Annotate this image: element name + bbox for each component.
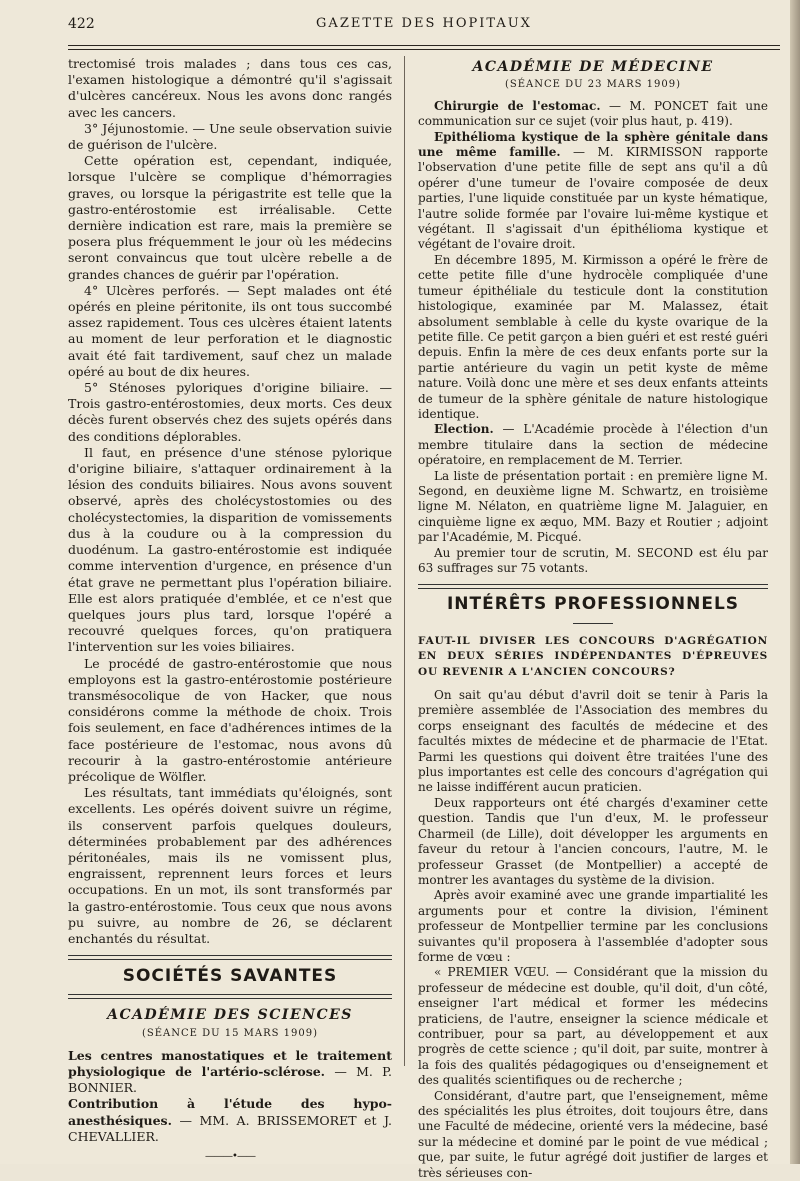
- paragraph: Considérant, d'autre part, que l'enseignement, même des spécialités les plus étroites, doit toujours être, dans une Faculté de médecine, orienté vers la médecine, basé sur la médecine et dominé par le point de vue médical ; que, par suite, le futur agrégé doit justifier de larges et très sérieuses con-: [418, 1088, 768, 1180]
- section-rule: [68, 994, 392, 999]
- paragraph: Le procédé de gastro-entérostomie que nous employons est la gastro-entérostomie postérieure transmésocolique de von Hacker, que nous considérons comme la méthode de choix. Trois fois seulement, en face d'adhérences intimes de la face postérieure de l'estomac, nous avons dû recourir à la gastro-entérostomie antérieure précolique de Wölfler.: [68, 655, 392, 784]
- entry: [68, 1096, 392, 1145]
- header-rule-double: [68, 49, 780, 50]
- paragraph: trectomisé trois malades ; dans tous ces cas, l'examen histologique a démontré qu'il s'agissait d'ulcères cancéreux. Nous les avons donc rangés avec les cancers.: [68, 56, 392, 120]
- entry: [418, 422, 768, 468]
- entry-title: Epithélioma kystique de la sphère génitale dans une même famille.: [418, 129, 768, 160]
- academy-medecine-title: ACADÉMIE DE MÉDECINE: [472, 59, 714, 75]
- entry-text: — L'Académie procède à l'élection d'un membre titulaire dans la section de médecine opératoire, en remplacement de M. Terrier.: [418, 422, 768, 468]
- paragraph: Après avoir examiné avec une grande impartialité les arguments pour et contre la division, l'éminent professeur de Montpellier termine par les conclusions suivantes qu'il proposera à l'assemblée d'adopter sous forme de vœu :: [418, 888, 768, 964]
- entry: [418, 99, 768, 130]
- paragraph: En décembre 1895, M. Kirmisson a opéré le frère de cette petite fille d'une hydrocèle compliquée d'une tumeur épithéliale du testicule dont la constitution histologique, examinée par M. Malassez, était absolument semblable à celle du kyste ovarique de la petite fille. Ce petit garçon a bien guéri et est resté guéri depuis. Enfin la mère de ces deux enfants porte sur la partie antérieure du vagin un petit kyste de même nature. Voilà donc une mère et ses deux enfants atteints de tumeur de la sphère génitale de nature histologique identique.: [418, 252, 768, 421]
- entry-title: Election.: [434, 422, 494, 437]
- question-heading: FAUT-IL DIVISER LES CONCOURS D'AGRÉGATION EN DEUX SÉRIES INDÉPENDANTES D'ÉPREUVES OU REVENIR A L'ANCIEN CONCOURS?: [418, 634, 768, 678]
- entry-text: — M. PONCET fait une communication sur ce sujet (voir plus haut, p. 419).: [418, 98, 768, 129]
- column-separator: [404, 56, 405, 1066]
- paragraph: Il faut, en présence d'une sténose pylorique d'origine biliaire, s'attaquer ordinairement à la lésion des conduits biliaires. Nous avons souvent observé, après des cholécystostomies ou des cholécystectomies, la disparition de vomissements dus à la coudure ou à la compression du duodénum. La gastro-entérostomie est indiquée comme intervention d'urgence, en présence d'un état grave ne permettant plus l'opération biliaire. Elle est alors pratiquée d'emblée, et ce n'est que quelques jours plus tard, lorsque l'opéré a recouvré quelques forces, qu'on pratiquera l'intervention sur les voies biliaires.: [68, 444, 392, 655]
- paragraph: On sait qu'au début d'avril doit se tenir à Paris la première assemblée de l'Association des membres du corps enseignant des facultés de médecine et des facultés mixtes de médecine et de pharmacie de l'Etat. Parmi les questions qui doivent être traitées l'une des plus importantes est celle des concours d'agrégation qui ne laisse indifférent aucun praticien.: [418, 688, 768, 795]
- section-rule: [68, 955, 392, 960]
- short-rule: [573, 623, 613, 624]
- session-date: (SÉANCE DU 23 MARS 1909): [504, 79, 682, 91]
- paragraph: 5° Sténoses pyloriques d'origine biliaire. — Trois gastro-entérostomies, deux morts. Ces deux décès furent observés chez des sujets opérés dans des conditions déplorables.: [68, 380, 392, 444]
- paragraph: Au premier tour de scrutin, M. SECOND est élu par 63 suffrages sur 75 votants.: [418, 545, 768, 575]
- paragraph: Deux rapporteurs ont été chargés d'examiner cette question. Tandis que l'un d'eux, M. le professeur Charmeil (de Lille), doit développer les arguments en faveur du retour à l'ancien concours, l'autre, M. le professeur Grasset (de Montpellier) a accepté de montrer les avantages du système de la division.: [418, 795, 768, 887]
- journal-title: GAZETTE DES HOPITAUX: [316, 16, 532, 31]
- paragraph: La liste de présentation portait : en première ligne M. Segond, en deuxième ligne M. Schwartz, en troisième ligne M. Nélaton, en quatrième ligne M. Jalaguier, en cinquième ligne ex æquo, MM. Bazy et Routier ; adjoint par l'Académie, M. Picqué.: [418, 468, 768, 545]
- societies-title: SOCIÉTÉS SAVANTES: [122, 966, 338, 987]
- paragraph: Les résultats, tant immédiats qu'éloignés, sont excellents. Les opérés doivent suivre un régime, ils conservent parfois quelques douleurs, déterminées probablement par des adhérences péritonéales, mais ils ne vomissent plus, engraissent, reprennent leurs forces et leurs occupations. En un mot, ils sont transformés par la gastro-entérostomie. Tous ceux que nous avons pu suivre, au nombre de 26, se déclarent enchantés du résultat.: [68, 785, 392, 946]
- page-number: 422: [68, 16, 95, 32]
- entry-author: — MM. A. BRISSEMORET et J. CHEVALLIER.: [68, 1112, 392, 1144]
- left-column: [68, 56, 392, 1169]
- paragraph: « PREMIER VŒU. — Considérant que la mission du professeur de médecine est double, qu'il doit, d'un côté, enseigner l'art médical et former les médecins praticiens, de l'autre, enseigner la science médicale et contribuer, pour sa part, au développement et aux progrès de cette science ; qu'il doit, par suite, montrer à la fois des qualités pédagogiques ou d'enseignement et des qualités scientifiques ou de recherche ;: [418, 965, 768, 1088]
- session-date: (SÉANCE DU 15 MARS 1909): [141, 1027, 319, 1039]
- prof-title: INTÉRÊTS PROFESSIONNELS: [446, 594, 740, 615]
- entry: [68, 1048, 392, 1097]
- entry-title: Les centres manostatiques et le traitement physiologique de l'artério-sclérose.: [68, 1047, 392, 1079]
- paragraph: 4° Ulcères perforés. — Sept malades ont été opérés en pleine péritonite, ils ont tous succombé assez rapidement. Tous ces ulcères étaient latents au moment de leur perforation et le diagnostic avait été fait tardivement, sauf chez un malade opéré au bout de dix heures.: [68, 282, 392, 379]
- page-edge-shadow: [790, 0, 800, 1164]
- right-column: [418, 56, 768, 1181]
- entry: [418, 130, 768, 253]
- academy-sciences-title: ACADÉMIE DES SCIENCES: [107, 1007, 353, 1024]
- running-header: [68, 14, 780, 40]
- ornament: ———•——: [205, 1151, 255, 1162]
- entry-title: Chirurgie de l'estomac.: [434, 98, 601, 113]
- header-rule: [68, 45, 780, 46]
- paragraph: 3° Jéjunostomie. — Une seule observation suivie de guérison de l'ulcère.: [68, 120, 392, 153]
- paragraph: Cette opération est, cependant, indiquée, lorsque l'ulcère se complique d'hémorragies graves, ou lorsque la périgastrite est telle que la gastro-entérostomie est irréalisable. Cette dernière indication est rare, mais la première se posera plus fréquemment le jour où les médecins seront convaincus que tout ulcère rebelle a de grandes chances de guérir par l'opération.: [68, 153, 392, 282]
- entry-author: — M. P. BONNIER.: [68, 1063, 392, 1096]
- entry-title: Contribution à l'étude des hypo-anesthésiques.: [68, 1096, 392, 1128]
- entry-text: — M. KIRMISSON rapporte l'observation d'une petite fille de sept ans qu'il a dû opérer d'une tumeur de l'ovaire composée de deux parties, l'une liquide constituée par un kyste hématique, l'autre solide formée par l'ovaire lui-même kystique et végétant. Il s'agissait d'un épithélioma kystique et végétant de l'ovaire droit.: [418, 145, 768, 252]
- section-rule: [418, 584, 768, 589]
